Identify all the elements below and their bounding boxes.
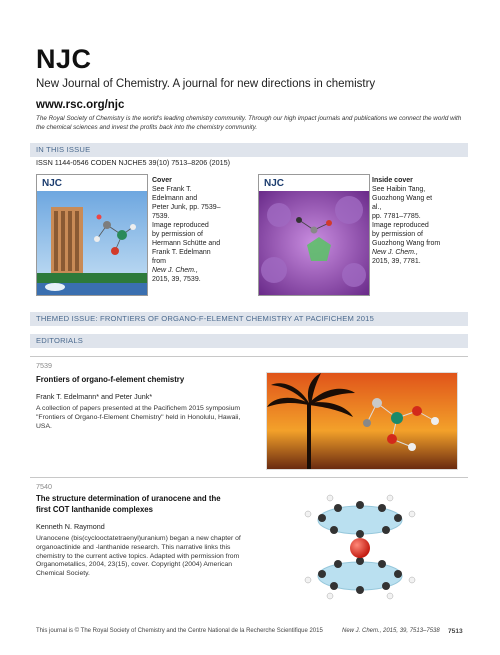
cover-line: Frank T. Edelmann from [152,249,211,265]
article-graphic[interactable] [266,372,458,470]
cover-line: by permission of [152,231,203,238]
uranocene-molecule [290,492,430,602]
inside-cover-masthead [259,175,369,191]
inside-cover-artwork [259,175,369,295]
journal-logo: NJC [36,44,92,74]
footer-page-number: 7513 [448,628,463,635]
rsc-statement: The Royal Society of Chemistry is the world's leading chemistry community. Through our high impact journals and publications we connect the world with the chemical sciences and invest the profits back into the chemistry community. [36,115,462,131]
inside-cover-line: Image reproduced [372,222,429,229]
inside-cover-caption [372,176,442,266]
cover-image[interactable] [36,174,148,296]
inside-cover-line: by permission of [372,231,423,238]
inside-cover-journal-ref: New J. Chem., [372,249,418,256]
uranocene-graphic[interactable] [290,492,430,602]
cover-line: Hermann Schütte and [152,240,221,247]
article-page-number: 7540 [36,482,52,491]
article-abstract: Uranocene (bis(cyclooctatetraenyl)uranium) began a new chapter of organoactinide and -lanthanide research. This narrative links this chemistry to the current active topics. Adapted with permission from Organometallics, 2004, 23(15), cover. Copyright (2004) American Chemical Society. [36,535,241,578]
inside-cover-line: See Haibin Tang, [372,186,426,193]
cover-artwork [37,175,147,295]
inside-cover-line: Guozhong Wang et al., [372,195,433,211]
inside-cover-heading: Inside cover [372,177,413,184]
journal-subtitle: New Journal of Chemistry. A journal for new directions in chemistry [36,78,376,90]
cover-line: Peter Junk, pp. 7539–7539. [152,204,221,220]
article-authors: Frank T. Edelmann* and Peter Junk* [36,392,153,401]
article-title-line-1[interactable]: The structure determination of uranocene and the [36,494,221,503]
cover-logo: NJC [42,178,63,189]
in-this-issue-bar: IN THIS ISSUE [30,143,468,157]
cover-line: See Frank T. Edelmann and [152,186,198,202]
issn-line: ISSN 1144-0546 CODEN NJCHE5 39(10) 7513–8206 (2015) [36,158,231,167]
article-authors: Kenneth N. Raymond [36,522,105,531]
cover-masthead [37,175,147,191]
footer-copyright: This journal is © The Royal Society of Chemistry and the Centre National de la Recherche Scientifique 2015 [36,628,323,634]
editorials-bar: EDITORIALS [30,334,468,348]
article-page-number: 7539 [36,361,52,370]
sunset-molecule-artwork [267,373,457,469]
inside-cover-line: Guozhong Wang from [372,240,441,247]
inside-cover-citation: 2015, 39, 7781. [372,258,421,265]
article-title-line-2[interactable]: first COT lanthanide complexes [36,505,153,514]
article-title[interactable]: Frontiers of organo-f-element chemistry [36,375,185,384]
journal-url[interactable]: www.rsc.org/njc [36,99,125,111]
inside-cover-logo: NJC [264,178,285,189]
article-separator [30,477,468,478]
cover-line: Image reproduced [152,222,209,229]
cover-caption [152,176,222,284]
inside-cover-line: pp. 7781–7785. [372,213,421,220]
footer-journal-ref: New J. Chem., 2015, 39, 7513–7538 [342,628,440,634]
article-abstract: A collection of papers presented at the Pacifichem 2015 symposium "Frontiers of Organo-f-Element Chemistry" held in Honolulu, Hawaii, USA. [36,405,241,430]
themed-issue-bar: THEMED ISSUE: FRONTIERS OF ORGANO-F-ELEMENT CHEMISTRY AT PACIFICHEM 2015 [30,312,468,326]
cover-citation: 2015, 39, 7539. [152,276,201,283]
inside-cover-image[interactable] [258,174,370,296]
cover-journal-ref: New J. Chem., [152,267,198,274]
article-separator [30,356,468,357]
cover-heading: Cover [152,177,172,184]
